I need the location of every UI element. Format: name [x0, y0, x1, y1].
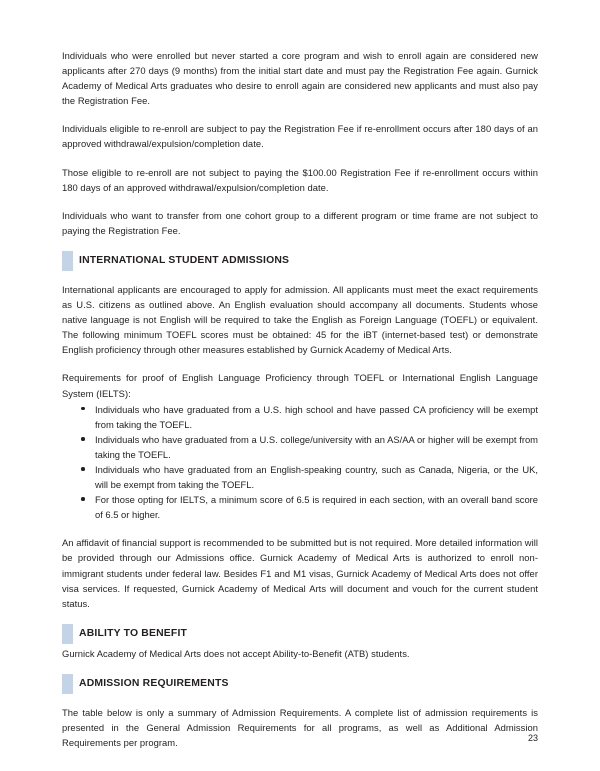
paragraph-admission-requirements-summary: The table below is only a summary of Admission Requirements. A complete list of admission requirements is presented in the General Admission Requirements for all programs, as well as Additional Admission Requirements per program.	[62, 706, 538, 749]
list-item	[62, 492, 538, 522]
paragraph-cohort-transfer: Individuals who want to transfer from one cohort group to a different program or time frame are not subject to paying the Registration Fee.	[62, 209, 538, 236]
list-item-text: For those opting for IELTS, a minimum score of 6.5 is required in each section, with an overall band score of 6.5 or higher.	[95, 494, 538, 521]
bullet-dot-icon	[81, 437, 85, 441]
list-item-text: Individuals who have graduated from a U.S. college/university with an AS/AA or higher will be exempt from taking the TOEFL.	[95, 433, 538, 460]
bullet-dot-icon	[81, 467, 85, 471]
list-item-text: Individuals who have graduated from a U.S. high school and have passed CA proficiency will be exempt from taking the TOEFL.	[95, 403, 538, 430]
paragraph-ability-to-benefit: Gurnick Academy of Medical Arts does not accept Ability-to-Benefit (ATB) students.	[62, 647, 410, 659]
paragraph-reenroll-after-180-days: Individuals eligible to re-enroll are subject to pay the Registration Fee if re-enrollment occurs after 180 days of an approved withdrawal/expulsion/completion date.	[62, 123, 538, 150]
heading-accent-block-icon	[62, 251, 73, 271]
section-heading-label: INTERNATIONAL STUDENT ADMISSIONS	[79, 254, 290, 266]
bullet-dot-icon	[81, 497, 85, 501]
section-heading-admission-requirements	[62, 674, 538, 694]
paragraph-english-proficiency-requirements: Requirements for proof of English Language Proficiency through TOEFL or International English Language System (IELTS):	[62, 372, 538, 399]
paragraph-reenroll-within-180-days: Those eligible to re-enroll are not subject to paying the $100.00 Registration Fee if re-enrollment occurs within 180 days of an approved withdrawal/expulsion/completion date.	[62, 166, 538, 193]
list-item	[62, 402, 538, 432]
paragraph-affidavit-financial-support: An affidavit of financial support is recommended to be submitted but is not required. More detailed information will be provided through our Admissions office. Gurnick Academy of Medical Arts is authorized to enroll non-immigrant students under federal law. Besides F1 and M1 visas, Gurnick Academy of Medical Arts does not offer visa services. If requested, Gurnick Academy of Medical Arts will document and vouch for the current student status.	[62, 537, 538, 609]
bullet-dot-icon	[81, 407, 85, 411]
list-item-text: Individuals who have graduated from an English-speaking country, such as Canada, Nigeria, or the UK, will be exempt from taking the TOEFL.	[95, 463, 538, 491]
list-item	[62, 462, 538, 492]
paragraph-reenroll-new-applicants: Individuals who were enrolled but never started a core program and wish to enroll again are considered new applicants after 270 days (9 months) from the initial start date and must pay the Registration Fee again. Gurnick Academy of Medical Arts graduates who desire to enroll again are considered new applicants and must also pay the Registration Fee.	[62, 50, 538, 107]
page-number: 23	[527, 733, 538, 743]
heading-accent-block-icon	[62, 674, 73, 694]
heading-accent-block-icon	[62, 624, 73, 644]
list-item	[62, 432, 538, 462]
page-content	[62, 48, 538, 750]
paragraph-international-applicants: International applicants are encouraged to apply for admission. All applicants must meet the exact requirements as U.S. citizens as outlined above. An English evaluation should accompany all documents. Students whose native language is not English will be required to take the English as Foreign Language (TOEFL) or equivalent. The following minimum TOEFL scores must be obtained: 45 for the iBT (internet-based test) or demonstrate English proficiency through other measures established by Gurnick Academy of Medical Arts.	[62, 283, 538, 356]
section-heading-label: ADMISSION REQUIREMENTS	[79, 677, 229, 689]
section-heading-ability-to-benefit	[62, 624, 538, 644]
section-heading-label: ABILITY TO BENEFIT	[79, 627, 188, 639]
english-proficiency-bullet-list	[62, 402, 538, 523]
section-heading-international-student-admissions	[62, 251, 538, 271]
